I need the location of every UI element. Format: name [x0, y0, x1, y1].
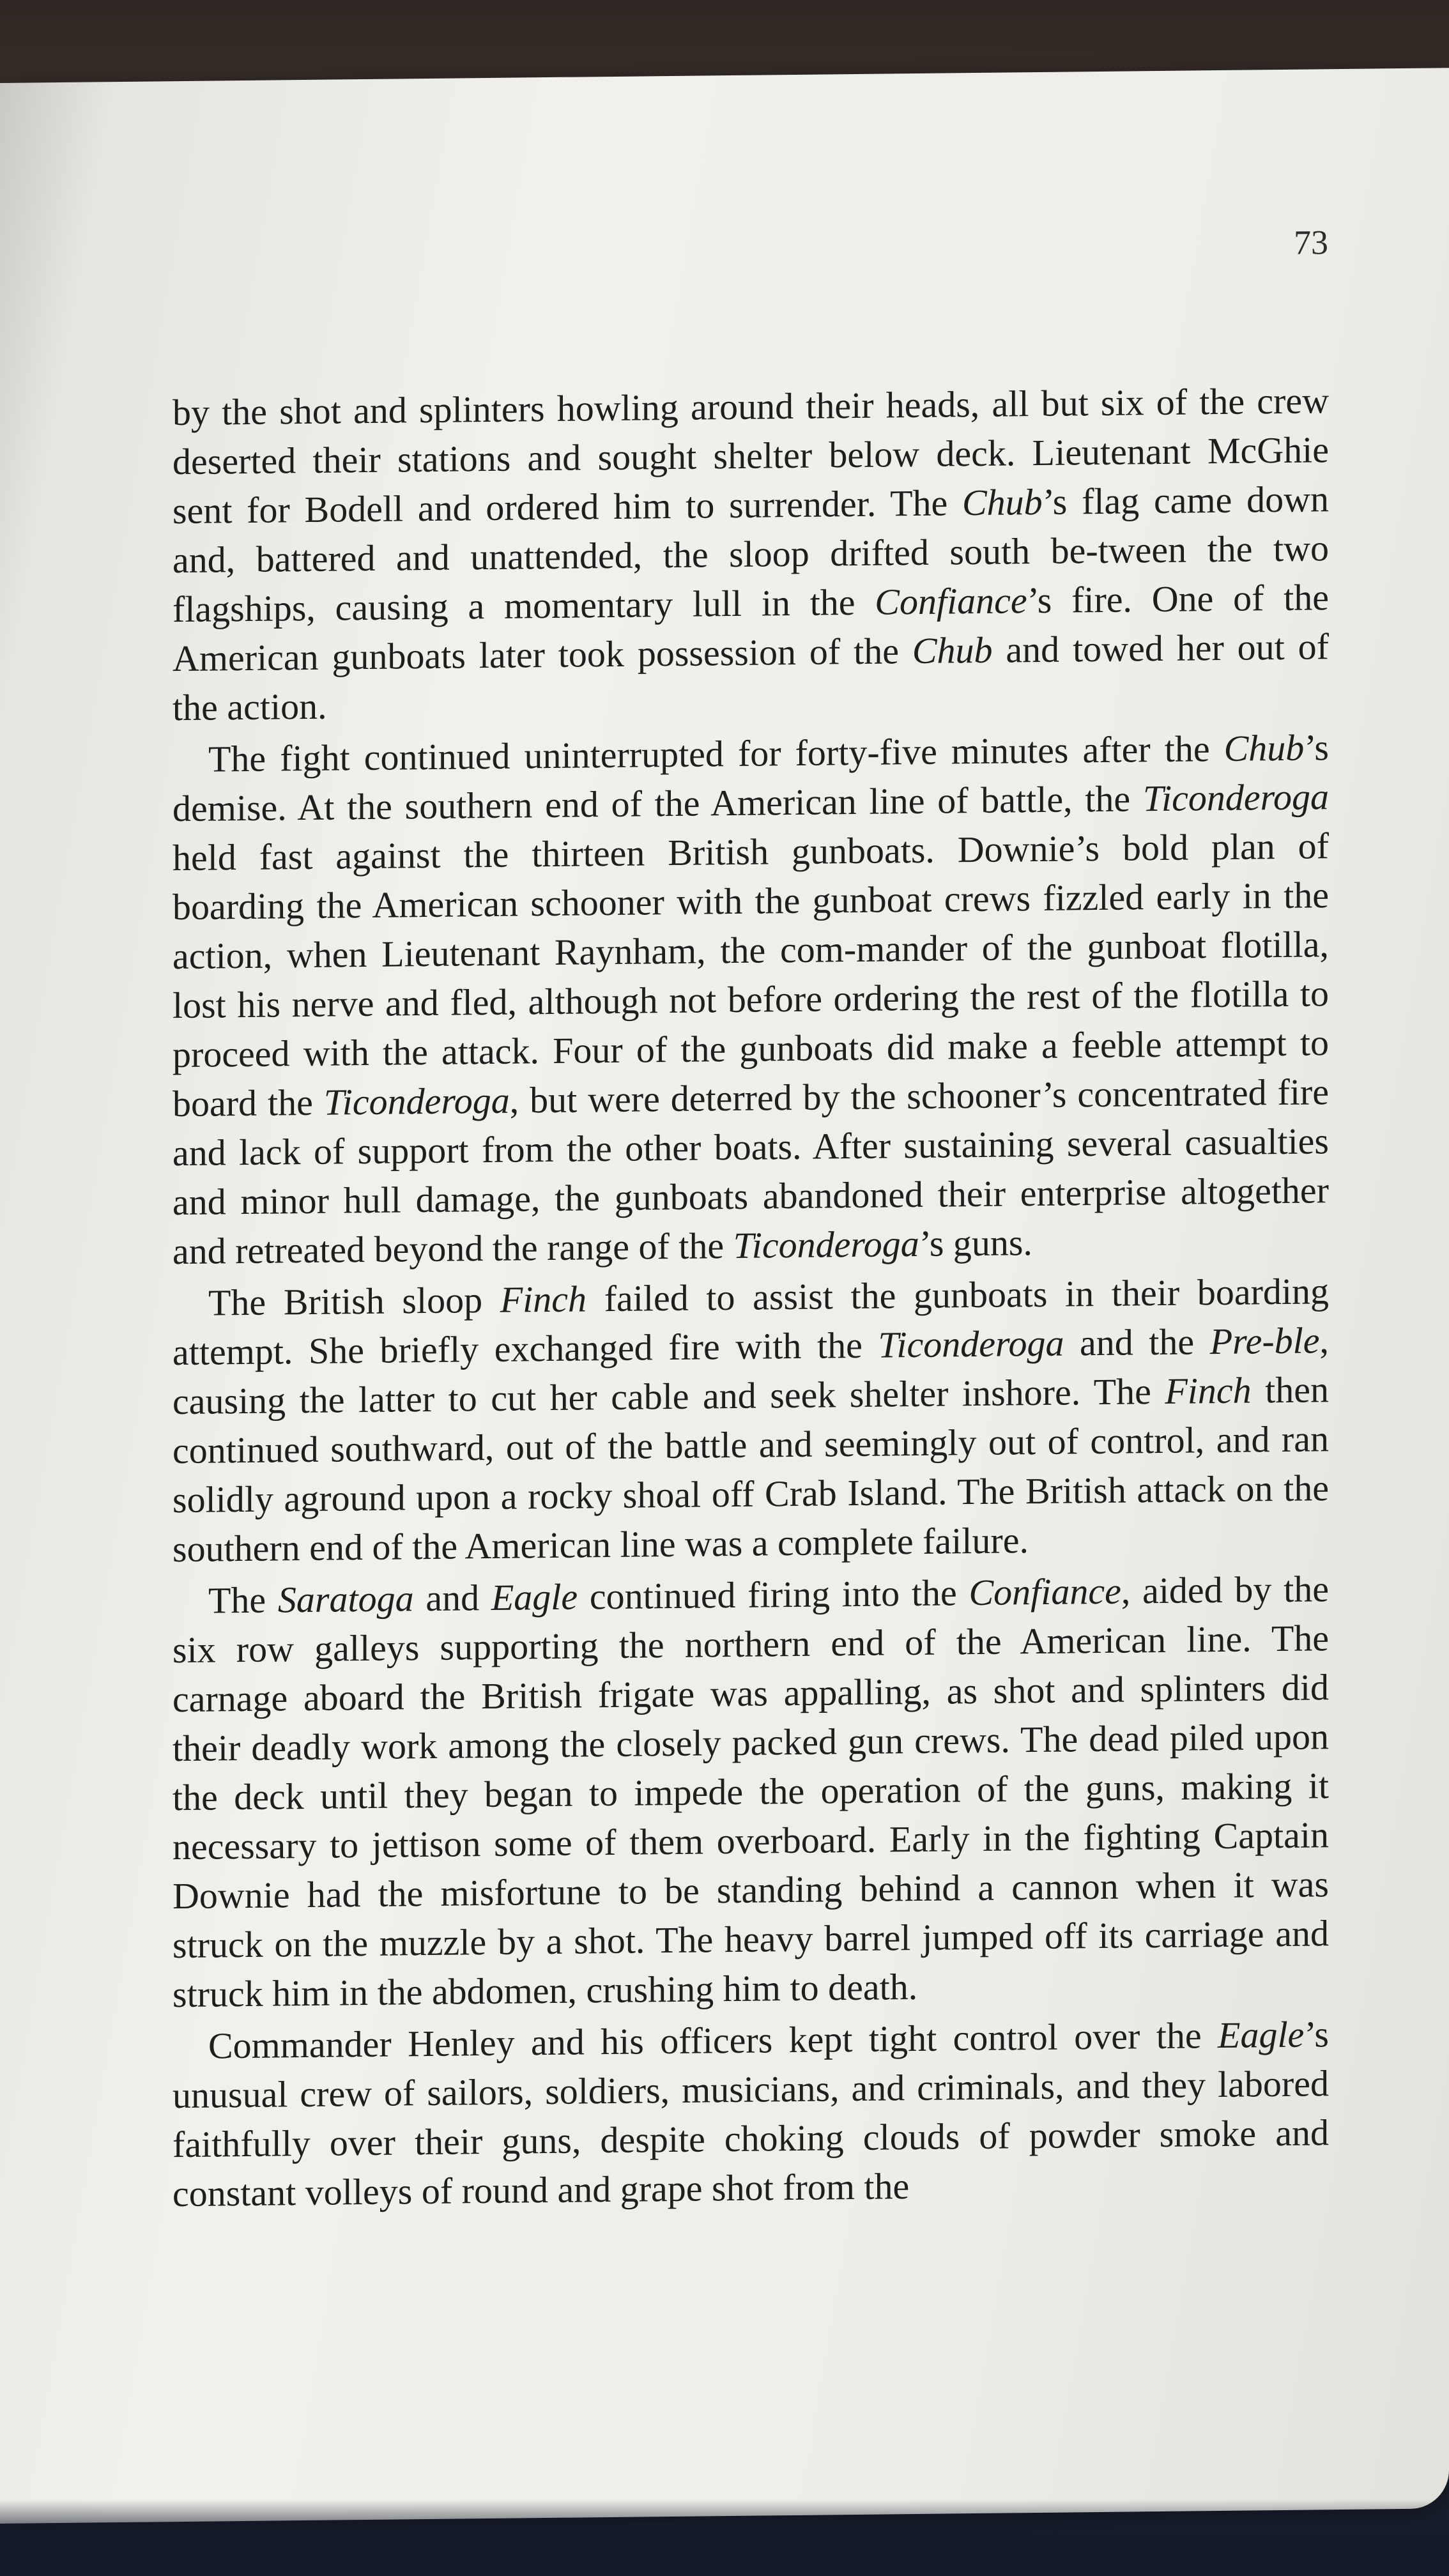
text-run: and: [413, 1576, 491, 1620]
paragraph-p1: [172, 376, 1329, 732]
paragraph-p5: [172, 2009, 1329, 2218]
text-run: and towed her out of the action.: [172, 625, 1329, 729]
text-run: The fight continued uninterrupted for forty-five minutes after the: [208, 727, 1224, 780]
text-run: The: [208, 1579, 278, 1621]
page-body-text: [172, 376, 1329, 2221]
paragraph-p2: [172, 723, 1329, 1276]
italic-name: Chub: [912, 629, 993, 672]
italic-name: Chub: [962, 480, 1043, 524]
text-run: ’s unusual crew of sailors, soldiers, musicians, and criminals, and they labored faithfully over their guns, despite choking clouds of powder smoke and constant volleys of round and grape shot from the: [172, 2013, 1329, 2215]
text-run: held fast against the thirteen British gunboats. Downie’s bold plan of boarding the American schooner with the gunboat crews fizzled early in the action, when Lieutenant Raynham, the com-mander of the gunboat flotilla, lost his nerve and fled, although not before ordering the rest of the flotilla to proceed with the attack. Four of the gunboats did make a feeble attempt to board the: [172, 825, 1329, 1125]
italic-name: Ticonderoga: [878, 1322, 1064, 1366]
italic-name: Chub: [1223, 726, 1305, 769]
paragraph-p3: [172, 1266, 1329, 1574]
italic-name: Finch: [500, 1278, 587, 1321]
text-run: The British sloop: [208, 1278, 500, 1324]
text-run: ’s fire. One of the American gunboats later took possession of the: [172, 576, 1329, 680]
text-run: , aided by the six row galleys supporting the northern end of the American line. The carnage aboard the British frigate was appalling, as shot and splinters did their deadly work among the closely packed gun crews. The dead piled upon the deck until they began to impede the operation of the guns, making it necessary to jettison some of them overboard. Early in the fighting Captain Downie had the misfortune to be standing behind a cannon when it was struck on the muzzle by a shot. The heavy barrel jumped off its carriage and struck him in the abdomen, crushing him to death.: [172, 1568, 1329, 2016]
text-run: and the: [1064, 1321, 1210, 1364]
paragraph-p4: [172, 1564, 1329, 2019]
text-run: failed to assist the gunboats in their boarding attempt. She briefly exchanged fire with the: [172, 1270, 1329, 1374]
text-run: ’s flag came down and, battered and unattended, the sloop drifted south be-tween the two flagships, causing a momentary lull in the: [172, 478, 1329, 631]
italic-name: Ticonderoga: [1142, 776, 1329, 820]
italic-name: Pre-ble: [1209, 1319, 1320, 1363]
text-run: Commander Henley and his officers kept tight control over the: [208, 2014, 1218, 2067]
text-run: continued firing into the: [578, 1572, 969, 1618]
italic-name: Ticonderoga: [323, 1079, 510, 1123]
text-run: then continued southward, out of the battle and seemingly out of control, and ran solidly aground upon a rocky shoal off Crab Island. The British attack on the southern end of the American line was a complete failure.: [172, 1368, 1329, 1570]
italic-name: Ticonderoga: [733, 1222, 919, 1266]
text-run: by the shot and splinters howling around their heads, all but six of the crew deserted their stations and sought shelter below deck. Lieutenant McGhie sent for Bodell and ordered him to surrender. The: [172, 379, 1329, 532]
italic-name: Confiance: [875, 579, 1027, 623]
italic-name: Eagle: [1218, 2013, 1305, 2057]
text-run: ’s demise. At the southern end of the American line of battle, the: [172, 726, 1329, 830]
text-run: , causing the latter to cut her cable and seek shelter inshore. The: [172, 1319, 1329, 1423]
italic-name: Confiance: [969, 1570, 1121, 1614]
page-number: 73: [1294, 223, 1328, 262]
background-surface: [0, 2499, 1449, 2576]
text-run: ’s guns.: [919, 1222, 1032, 1264]
book-page: [0, 68, 1449, 2524]
italic-name: Saratoga: [277, 1577, 414, 1621]
italic-name: Eagle: [491, 1575, 578, 1618]
italic-name: Finch: [1165, 1369, 1252, 1412]
text-run: , but were deterred by the schooner’s concentrated fire and lack of support from the other boats. After sustaining several casualties and minor hull damage, the gunboats abandoned their enterprise altogether and retreated beyond the range of the: [172, 1071, 1329, 1273]
